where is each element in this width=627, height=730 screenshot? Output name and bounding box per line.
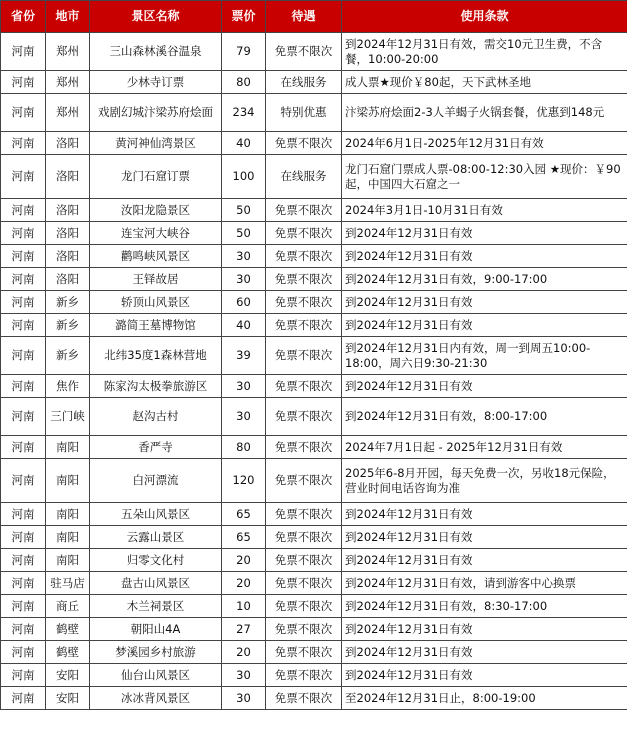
table-row: [1, 33, 627, 71]
cell-benefit: 免票不限次: [266, 268, 342, 291]
cell-province: 河南: [1, 436, 46, 459]
cell-province: 河南: [1, 132, 46, 155]
header-name: 景区名称: [90, 1, 222, 33]
cell-city: 洛阳: [46, 268, 90, 291]
cell-name: 连宝河大峡谷: [90, 222, 222, 245]
cell-terms: 到2024年12月31日有效: [342, 291, 627, 314]
cell-benefit: 免票不限次: [266, 314, 342, 337]
cell-terms: 到2024年12月31日有效: [342, 222, 627, 245]
cell-city: 安阳: [46, 687, 90, 710]
cell-city: 安阳: [46, 664, 90, 687]
cell-benefit: 免票不限次: [266, 664, 342, 687]
cell-benefit: 免票不限次: [266, 526, 342, 549]
cell-city: 鹤壁: [46, 641, 90, 664]
cell-province: 河南: [1, 33, 46, 71]
cell-province: 河南: [1, 503, 46, 526]
cell-benefit: 免票不限次: [266, 132, 342, 155]
cell-terms: 龙门石窟门票成人票-08:00-12:30入园 ★现价：￥90起，中国四大石窟之一: [342, 155, 627, 199]
cell-city: 三门峡: [46, 398, 90, 436]
cell-benefit: 免票不限次: [266, 572, 342, 595]
table-row: [1, 503, 627, 526]
cell-benefit: 免票不限次: [266, 375, 342, 398]
table-row: [1, 199, 627, 222]
cell-price: 50: [222, 199, 266, 222]
table-row: [1, 337, 627, 375]
cell-price: 79: [222, 33, 266, 71]
cell-terms: 2024年6月1日-2025年12月31日有效: [342, 132, 627, 155]
cell-benefit: 免票不限次: [266, 291, 342, 314]
cell-name: 香严寺: [90, 436, 222, 459]
header-benefit: 待遇: [266, 1, 342, 33]
cell-benefit: 免票不限次: [266, 595, 342, 618]
cell-benefit: 免票不限次: [266, 549, 342, 572]
table-row: [1, 618, 627, 641]
cell-province: 河南: [1, 687, 46, 710]
table-row: [1, 641, 627, 664]
cell-name: 云露山景区: [90, 526, 222, 549]
cell-terms: 到2024年12月31日有效: [342, 314, 627, 337]
cell-province: 河南: [1, 664, 46, 687]
cell-price: 60: [222, 291, 266, 314]
cell-name: 北纬35度1森林营地: [90, 337, 222, 375]
cell-benefit: 特别优惠: [266, 94, 342, 132]
cell-name: 五朵山风景区: [90, 503, 222, 526]
cell-city: 新乡: [46, 337, 90, 375]
cell-price: 39: [222, 337, 266, 375]
table-row: [1, 268, 627, 291]
cell-province: 河南: [1, 526, 46, 549]
cell-province: 河南: [1, 337, 46, 375]
cell-benefit: 免票不限次: [266, 199, 342, 222]
cell-name: 朝阳山4A: [90, 618, 222, 641]
cell-province: 河南: [1, 314, 46, 337]
cell-benefit: 免票不限次: [266, 222, 342, 245]
cell-benefit: 在线服务: [266, 155, 342, 199]
cell-city: 洛阳: [46, 132, 90, 155]
cell-benefit: 免票不限次: [266, 618, 342, 641]
cell-province: 河南: [1, 398, 46, 436]
cell-province: 河南: [1, 291, 46, 314]
cell-city: 南阳: [46, 549, 90, 572]
cell-price: 30: [222, 664, 266, 687]
table-row: [1, 526, 627, 549]
cell-terms: 汴梁苏府烩面2-3人羊蝎子火锅套餐，优惠到148元: [342, 94, 627, 132]
cell-province: 河南: [1, 155, 46, 199]
cell-city: 商丘: [46, 595, 90, 618]
cell-city: 新乡: [46, 314, 90, 337]
cell-name: 归零文化村: [90, 549, 222, 572]
cell-province: 河南: [1, 572, 46, 595]
cell-price: 10: [222, 595, 266, 618]
cell-price: 65: [222, 503, 266, 526]
cell-price: 30: [222, 687, 266, 710]
cell-city: 驻马店: [46, 572, 90, 595]
header-city: 地市: [46, 1, 90, 33]
cell-name: 赵沟古村: [90, 398, 222, 436]
header-price: 票价: [222, 1, 266, 33]
cell-terms: 到2024年12月31日有效，需交10元卫生费，不含餐，10:00-20:00: [342, 33, 627, 71]
cell-benefit: 在线服务: [266, 71, 342, 94]
cell-benefit: 免票不限次: [266, 641, 342, 664]
cell-city: 南阳: [46, 436, 90, 459]
cell-terms: 到2024年12月31日有效: [342, 245, 627, 268]
table-row: [1, 155, 627, 199]
cell-terms: 到2024年12月31日有效: [342, 664, 627, 687]
table-row: [1, 687, 627, 710]
cell-province: 河南: [1, 268, 46, 291]
cell-city: 郑州: [46, 33, 90, 71]
cell-city: 洛阳: [46, 199, 90, 222]
cell-price: 20: [222, 549, 266, 572]
cell-benefit: 免票不限次: [266, 337, 342, 375]
cell-benefit: 免票不限次: [266, 436, 342, 459]
cell-name: 盘古山风景区: [90, 572, 222, 595]
table-row: [1, 572, 627, 595]
cell-name: 陈家沟太极拳旅游区: [90, 375, 222, 398]
cell-city: 焦作: [46, 375, 90, 398]
cell-name: 冰冰背风景区: [90, 687, 222, 710]
cell-price: 100: [222, 155, 266, 199]
cell-city: 新乡: [46, 291, 90, 314]
cell-terms: 到2024年12月31日有效，9:00-17:00: [342, 268, 627, 291]
cell-terms: 到2024年12月31日有效，请到游客中心换票: [342, 572, 627, 595]
cell-name: 木兰祠景区: [90, 595, 222, 618]
cell-benefit: 免票不限次: [266, 459, 342, 503]
cell-city: 南阳: [46, 503, 90, 526]
cell-terms: 到2024年12月31日有效: [342, 526, 627, 549]
cell-city: 南阳: [46, 459, 90, 503]
cell-price: 27: [222, 618, 266, 641]
cell-name: 王铎故居: [90, 268, 222, 291]
cell-province: 河南: [1, 375, 46, 398]
cell-name: 戏剧幻城汴梁苏府烩面: [90, 94, 222, 132]
cell-price: 80: [222, 436, 266, 459]
header-row: [1, 1, 627, 33]
cell-name: 轿顶山风景区: [90, 291, 222, 314]
cell-name: 龙门石窟订票: [90, 155, 222, 199]
cell-price: 234: [222, 94, 266, 132]
cell-price: 30: [222, 375, 266, 398]
table-row: [1, 549, 627, 572]
cell-city: 郑州: [46, 94, 90, 132]
cell-price: 20: [222, 641, 266, 664]
table-row: [1, 314, 627, 337]
cell-city: 郑州: [46, 71, 90, 94]
cell-name: 黄河神仙湾景区: [90, 132, 222, 155]
cell-name: 白河漂流: [90, 459, 222, 503]
cell-terms: 到2024年12月31日有效，8:00-17:00: [342, 398, 627, 436]
cell-province: 河南: [1, 71, 46, 94]
table-row: [1, 222, 627, 245]
cell-benefit: 免票不限次: [266, 687, 342, 710]
table-row: [1, 664, 627, 687]
table-row: [1, 595, 627, 618]
cell-terms: 到2024年12月31日有效: [342, 618, 627, 641]
cell-name: 少林寺订票: [90, 71, 222, 94]
header-terms: 使用条款: [342, 1, 627, 33]
cell-name: 鹳鸣峡风景区: [90, 245, 222, 268]
table-row: [1, 398, 627, 436]
cell-terms: 2025年6-8月开园，每天免费一次，另收18元保险，营业时间电话咨询为准: [342, 459, 627, 503]
cell-province: 河南: [1, 222, 46, 245]
cell-name: 梦溪园乡村旅游: [90, 641, 222, 664]
cell-terms: 成人票★现价￥80起，天下武林圣地: [342, 71, 627, 94]
cell-name: 潞简王墓博物馆: [90, 314, 222, 337]
cell-benefit: 免票不限次: [266, 398, 342, 436]
cell-price: 30: [222, 268, 266, 291]
cell-province: 河南: [1, 199, 46, 222]
cell-city: 洛阳: [46, 245, 90, 268]
table-row: [1, 436, 627, 459]
cell-city: 南阳: [46, 526, 90, 549]
cell-province: 河南: [1, 94, 46, 132]
cell-province: 河南: [1, 641, 46, 664]
cell-name: 仙台山风景区: [90, 664, 222, 687]
cell-price: 20: [222, 572, 266, 595]
cell-city: 洛阳: [46, 155, 90, 199]
header-province: 省份: [1, 1, 46, 33]
cell-price: 65: [222, 526, 266, 549]
cell-benefit: 免票不限次: [266, 503, 342, 526]
cell-name: 汝阳龙隐景区: [90, 199, 222, 222]
cell-terms: 到2024年12月31日有效: [342, 503, 627, 526]
cell-province: 河南: [1, 549, 46, 572]
cell-terms: 到2024年12月31日有效，8:30-17:00: [342, 595, 627, 618]
cell-terms: 至2024年12月31日止，8:00-19:00: [342, 687, 627, 710]
cell-terms: 到2024年12月31日内有效，周一到周五10:00-18:00，周六日9:30-21:30: [342, 337, 627, 375]
cell-province: 河南: [1, 618, 46, 641]
table-row: [1, 94, 627, 132]
cell-terms: 到2024年12月31日有效: [342, 641, 627, 664]
cell-terms: 2024年3月1日-10月31日有效: [342, 199, 627, 222]
cell-province: 河南: [1, 595, 46, 618]
cell-price: 50: [222, 222, 266, 245]
cell-benefit: 免票不限次: [266, 33, 342, 71]
cell-city: 洛阳: [46, 222, 90, 245]
cell-price: 80: [222, 71, 266, 94]
table-row: [1, 459, 627, 503]
cell-price: 120: [222, 459, 266, 503]
cell-price: 40: [222, 314, 266, 337]
table-row: [1, 375, 627, 398]
cell-benefit: 免票不限次: [266, 245, 342, 268]
table-row: [1, 291, 627, 314]
cell-province: 河南: [1, 245, 46, 268]
table-row: [1, 245, 627, 268]
cell-price: 30: [222, 245, 266, 268]
cell-terms: 到2024年12月31日有效: [342, 549, 627, 572]
cell-terms: 2024年7月1日起 - 2025年12月31日有效: [342, 436, 627, 459]
cell-price: 30: [222, 398, 266, 436]
cell-price: 40: [222, 132, 266, 155]
table-row: [1, 71, 627, 94]
table-row: [1, 132, 627, 155]
cell-city: 鹤壁: [46, 618, 90, 641]
cell-name: 三山森林溪谷温泉: [90, 33, 222, 71]
cell-province: 河南: [1, 459, 46, 503]
cell-terms: 到2024年12月31日有效: [342, 375, 627, 398]
